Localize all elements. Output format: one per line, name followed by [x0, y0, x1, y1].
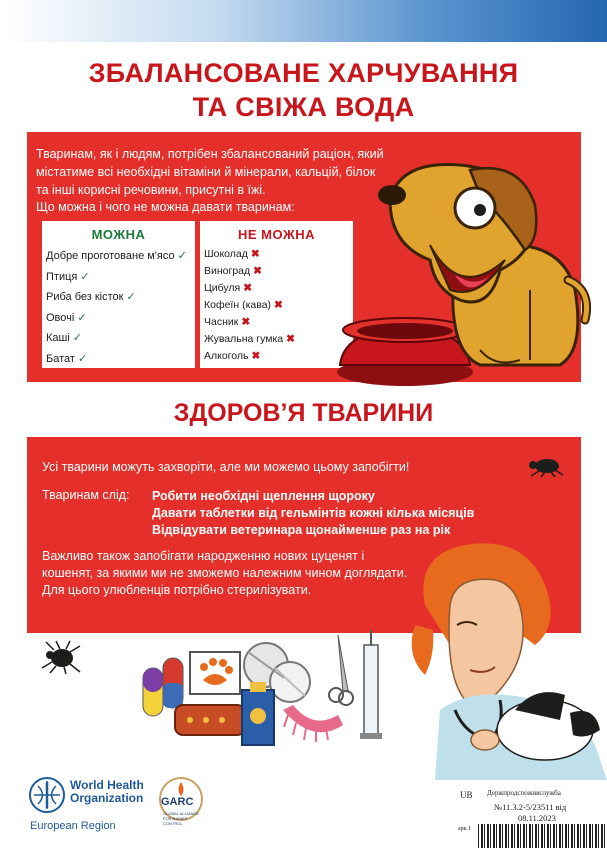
allowed-food-item: Добре проготоване м'ясо ✓	[46, 250, 187, 262]
forbidden-food-item: Шоколад ✖	[204, 248, 260, 260]
cross-icon: ✖	[241, 316, 251, 328]
veterinarian-illustration	[395, 535, 607, 780]
allowed-food-item: Овочі ✓	[46, 311, 87, 324]
forbidden-food-item: Виноград ✖	[204, 265, 262, 277]
check-icon: ✓	[80, 270, 90, 283]
check-icon: ✓	[72, 332, 83, 344]
header-gradient-band	[0, 0, 607, 42]
forbidden-food-item: Кофеїн (кава) ✖	[204, 299, 283, 311]
cross-icon: ✖	[250, 248, 260, 260]
allowed-food-item: Птиця ✓	[46, 270, 90, 283]
allowed-food-item: Каші ✓	[46, 332, 83, 344]
allowed-food-item: Батат ✓	[46, 352, 88, 365]
who-region: European Region	[30, 820, 116, 832]
allowed-food-box	[42, 221, 195, 368]
nutrition-question: Що можна і чого не можна давати тваринам:	[36, 200, 295, 214]
forbidden-food-title: НЕ МОЖНА	[238, 227, 315, 242]
stamp-organization: Держпродспоживслужба	[487, 789, 561, 797]
garc-logo-text: GARC	[161, 796, 194, 808]
check-icon: ✓	[126, 291, 136, 303]
health-intro: Усі тварини можуть захворіти, але ми можемо цьому запобігти!	[42, 460, 410, 474]
flea-icon	[525, 455, 565, 477]
nutrition-title	[0, 56, 607, 124]
garc-logo-subtitle: GLOBAL ALLIANCE FOR RABIES CONTROL	[163, 811, 200, 826]
cross-icon: ✖	[274, 299, 283, 311]
health-title: ЗДОРОВ’Я ТВАРИНИ	[173, 399, 434, 427]
stamp-ub: UB	[460, 790, 473, 800]
dog-illustration	[330, 150, 595, 390]
check-icon: ✓	[177, 250, 187, 262]
stamp-number: №11.3.2-5/23511 від	[494, 802, 567, 812]
health-action-item: Давати таблетки від гельмінтів кожні кілька місяців	[152, 506, 475, 520]
who-emblem-icon	[28, 776, 66, 814]
check-icon: ✓	[77, 352, 88, 365]
barcode	[478, 824, 607, 848]
forbidden-food-item: Цибуля ✖	[204, 282, 253, 294]
forbidden-food-item: Жувальна гумка ✖	[204, 333, 295, 345]
nutrition-intro: Тваринам, як і людям, потрібен збалансований раціон, який містатиме всі необхідні вітаміни й мінерали, кальцій, білок та інші корисні речовини, присутні в їжі.	[36, 147, 384, 197]
allowed-food-title: МОЖНА	[91, 227, 146, 242]
health-action-item: Робити необхідні щеплення щороку	[152, 489, 375, 503]
health-actions-list	[152, 488, 474, 539]
nutrition-title-line1: ЗБАЛАНСОВАНЕ ХАРЧУВАННЯ	[88, 58, 519, 88]
nutrition-title-line2: ТА СВІЖА ВОДА	[192, 92, 415, 122]
health-paragraph: Важливо також запобігати народженню нових цуценят і кошенят, за якими ми не зможемо належним чином доглядати. Для цього улюбленців потрібно стерилізувати.	[42, 549, 408, 597]
vet-supplies-illustration	[138, 630, 398, 755]
cross-icon: ✖	[286, 333, 295, 345]
who-logo-text: World Health Organization	[70, 778, 144, 805]
forbidden-food-item: Алкоголь ✖	[204, 350, 261, 362]
stamp-sheet: арк.1	[458, 826, 472, 832]
cross-icon: ✖	[253, 265, 262, 277]
check-icon: ✓	[77, 311, 87, 324]
forbidden-food-item: Часник ✖	[204, 316, 251, 328]
health-actions-label: Тваринам слід:	[42, 488, 130, 502]
allowed-food-item: Риба без кісток ✓	[46, 291, 136, 303]
stamp-date: 08.11.2023	[518, 813, 556, 823]
tick-icon	[38, 640, 82, 674]
cross-icon: ✖	[243, 282, 253, 294]
cross-icon: ✖	[251, 350, 261, 362]
health-action-item: Відвідувати ветеринара щонайменше раз на рік	[152, 523, 451, 537]
